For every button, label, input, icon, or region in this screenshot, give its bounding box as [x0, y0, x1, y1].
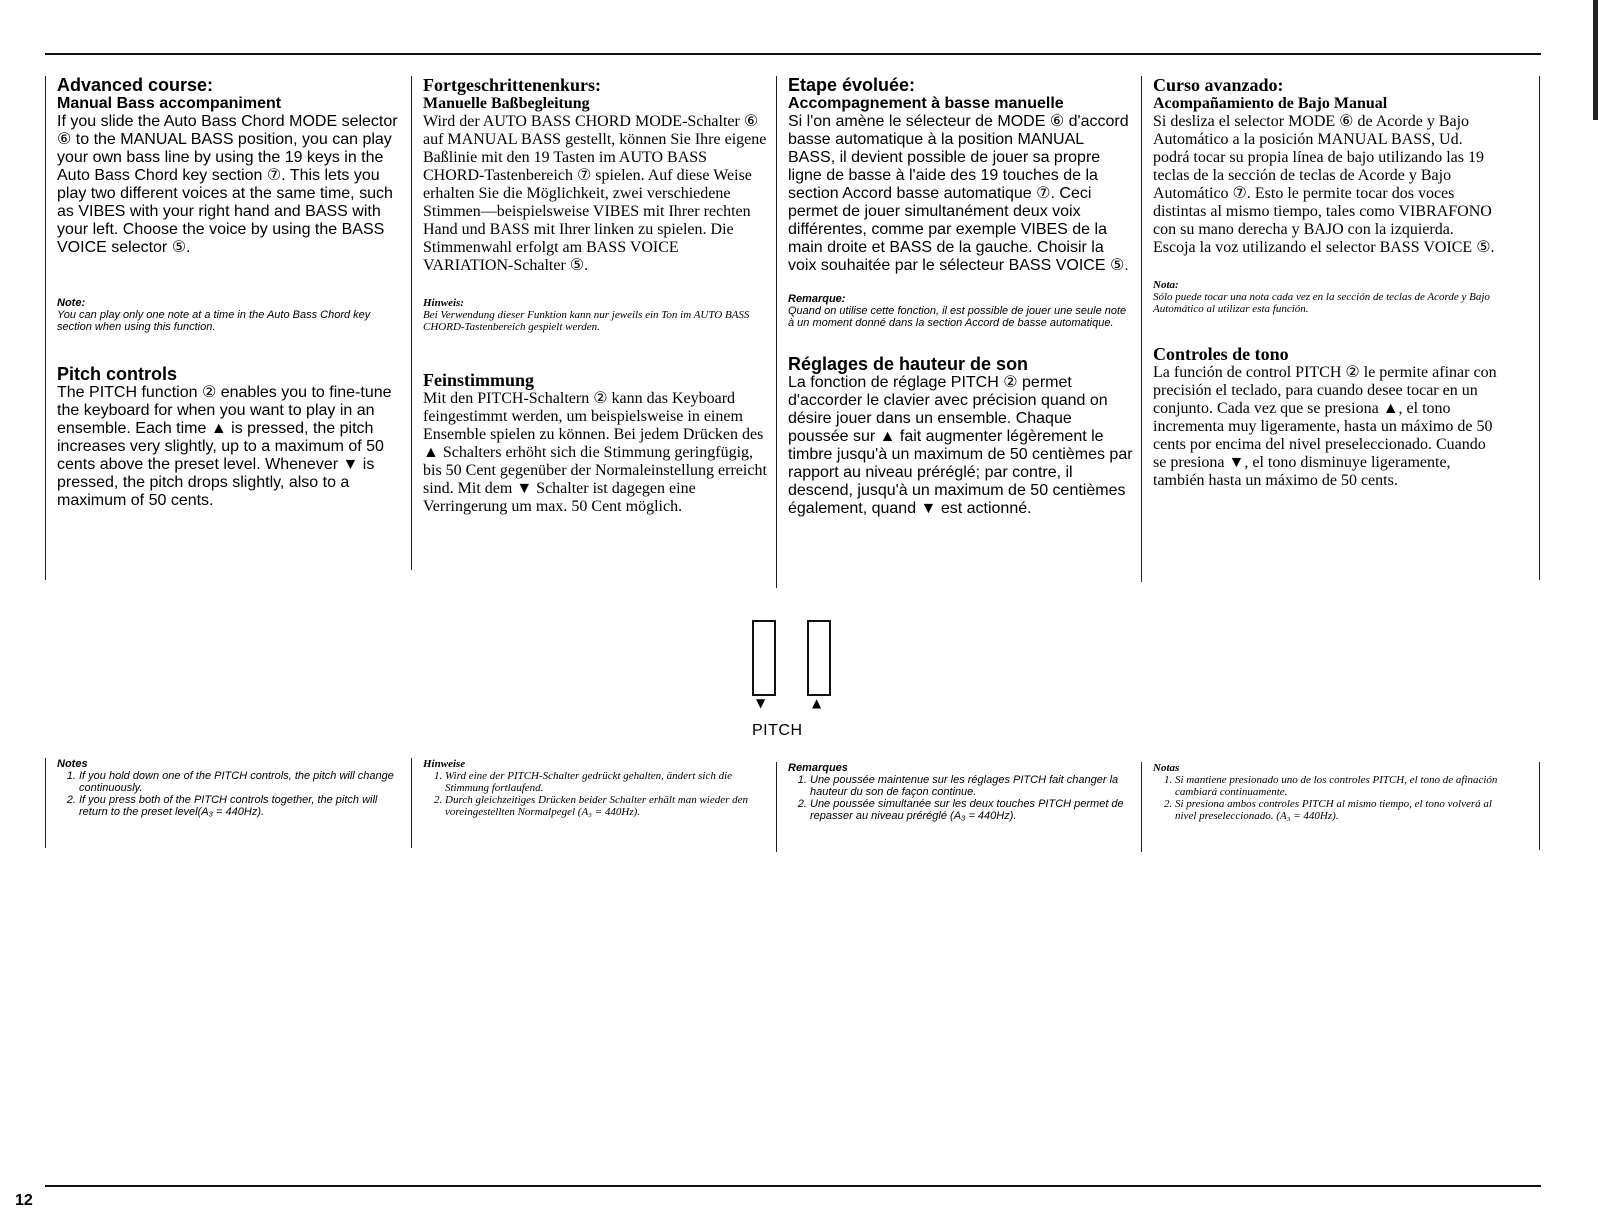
column-english: [57, 76, 403, 510]
bottom-rule: [45, 1185, 1541, 1187]
down-arrow-icon: ▼: [756, 696, 766, 710]
pitch-figure-label: PITCH: [752, 722, 803, 739]
notes-item: 1. Si mantiene presionado uno de los controles PITCH, el tono de afinación cambiará continuamente.: [1175, 774, 1499, 798]
notes-item: 2. Si presiona ambos controles PITCH al mismo tiempo, el tono volverá al nivel preseleccionado. (A₃ = 440Hz).: [1175, 798, 1499, 822]
notes-spanish: [1153, 762, 1499, 822]
note-title: Remarque:: [788, 293, 846, 305]
notes-divider: [411, 758, 412, 848]
notes-title: Hinweise: [423, 758, 466, 770]
page-number: 12: [15, 1192, 33, 1209]
section-subtitle: Accompagnement à basse manuelle: [788, 95, 1064, 112]
pitch-up-key: [807, 620, 831, 696]
up-arrow-icon: ▲: [812, 696, 822, 710]
notes-title: Remarques: [788, 762, 848, 774]
note-text: You can play only one note at a time in the Auto Bass Chord key section when using this function.: [57, 309, 371, 333]
note-title: Nota:: [1153, 279, 1179, 291]
notes-title: Notas: [1153, 762, 1180, 774]
pitch-section-body: La fonction de réglage PITCH ② permet d'accorder le clavier avec précision quand on désire jouer dans un ensemble. Chaque poussée sur ▲ fait augmenter légèrement le timbre jusqu'à un maximum de 50 centièmes par rapport au niveau préréglé; par contre, il descend, jusqu'à un maximum de 50 centièmes également, quand ▼ est actionné.: [788, 374, 1133, 517]
column-german: [423, 76, 769, 516]
notes-item: 2. Une poussée simultanée sur les deux touches PITCH permet de repasser au niveau préréglé (A₃ = 440Hz).: [810, 798, 1134, 822]
pitch-section-title: Réglages de hauteur de son: [788, 354, 1029, 374]
section-body: Si desliza el selector MODE ⑥ de Acorde y Bajo Automático a la posición MANUAL BASS, Ud. podrá tocar su propia línea de bajo utilizando las 19 teclas de la sección de teclas de Acorde y Bajo Automático ⑦. Esto le permite tocar dos voces distintas al mismo tiempo, tales como VIBRAFONO con su mano derecha y BAJO con la izquierda. Escoja la voz utilizando el selector BASS VOICE ⑤.: [1153, 113, 1495, 256]
section-subtitle: Manuelle Baßbegleitung: [423, 95, 590, 112]
notes-item: 2. Durch gleichzeitiges Drücken beider Schalter erhält man wieder den voreingestellten Normalpegel (A₃ = 440Hz).: [445, 794, 769, 818]
top-rule: [45, 53, 1541, 55]
section-subtitle: Acompañamiento de Bajo Manual: [1153, 95, 1388, 112]
note-text: Sólo puede tocar una nota cada vez en la sección de teclas de Acorde y Bajo Automático al utilizar esta función.: [1153, 291, 1490, 315]
section-body: Wird der AUTO BASS CHORD MODE-Schalter ⑥ auf MANUAL BASS gestellt, können Sie Ihre eigene Baßlinie mit den 19 Tasten im AUTO BASS CHORD-Tastenbereich ⑦ spielen. Auf diese Weise erhalten Sie die Möglichkeit, zwei verschiedene Stimmen—beispielsweise VIBES mit Ihrer rechten Hand und BASS mit Ihrer linken zu spielen. Die Stimmenwahl erfolgt am BASS VOICE VARIATION-Schalter ⑤.: [423, 113, 767, 274]
section-body: Si l'on amène le sélecteur de MODE ⑥ d'accord basse automatique à la position MANUAL BASS, il devient possible de jouer sa propre ligne de basse à l'aide des 19 touches de la section Accord basse automatique ⑦. Ceci permet de jouer simultanément deux voix différentes, comme par exemple VIBES de la main droite et BASS de la gauche. Choisir la voix souhaitée par le sélecteur BASS VOICE ⑤.: [788, 113, 1129, 274]
pitch-section-body: The PITCH function ② enables you to fine-tune the keyboard for when you want to play in an ensemble. Each time ▲ is pressed, the pitch increases very slightly, up to a maximum of 50 cents above the preset level. Whenever ▼ is pressed, the pitch drops slightly, also to a maximum of 50 cents.: [57, 384, 392, 509]
note-title: Note:: [57, 297, 86, 309]
notes-item: 2. If you press both of the PITCH controls together, the pitch will return to the preset level(A₃ = 440Hz).: [79, 794, 403, 818]
notes-divider: [1141, 762, 1142, 852]
section-title: Curso avanzado:: [1153, 75, 1284, 95]
column-french: [788, 76, 1134, 518]
column-divider: [1141, 76, 1142, 582]
section-title: Advanced course:: [57, 75, 214, 95]
pitch-section-title: Pitch controls: [57, 364, 178, 384]
notes-title: Notes: [57, 758, 88, 770]
notes-item: 1. Wird eine der PITCH-Schalter gedrückt gehalten, ändert sich die Stimmung fortlaufend.: [445, 770, 769, 794]
note-title: Hinweis:: [423, 297, 464, 309]
pitch-section-body: Mit den PITCH-Schaltern ② kann das Keyboard feingestimmt werden, um beispielsweise in einem Ensemble spielen zu können. Bei jedem Drücken des ▲ Schalters erhöht sich die Stimmung geringfügig, bis 50 Cent gegenüber der Normaleinstellung erreicht sind. Mit dem ▼ Schalter ist dagegen eine Verringerung um max. 50 Cent möglich.: [423, 390, 767, 515]
notes-french: [788, 762, 1134, 822]
column-divider: [776, 76, 777, 588]
notes-english: [57, 758, 403, 818]
page-edge-mark: [1593, 0, 1598, 120]
notes-divider: [45, 758, 46, 848]
section-subtitle: Manual Bass accompaniment: [57, 95, 282, 112]
pitch-section-title: Feinstimmung: [423, 370, 535, 390]
note-text: Quand on utilise cette fonction, il est possible de jouer une seule note à un moment donné dans la section Accord de basse automatique.: [788, 305, 1127, 329]
column-divider-right: [1539, 76, 1540, 580]
section-title: Etape évoluée:: [788, 75, 916, 95]
section-body: If you slide the Auto Bass Chord MODE selector ⑥ to the MANUAL BASS position, you can play your own bass line by using the 19 keys in the Auto Bass Chord key section ⑦. This lets you play two different voices at the same time, such as VIBES with your right hand and BASS with your left. Choose the voice by using the BASS VOICE selector ⑤.: [57, 113, 398, 256]
section-title: Fortgeschrittenenkurs:: [423, 75, 601, 95]
note-text: Bei Verwendung dieser Funktion kann nur jeweils ein Ton im AUTO BASS CHORD-Tastenbereich gespielt werden.: [423, 309, 750, 333]
notes-item: 1. If you hold down one of the PITCH controls, the pitch will change continuously.: [79, 770, 403, 794]
notes-divider-right: [1539, 762, 1540, 850]
column-divider: [411, 76, 412, 570]
column-divider: [45, 76, 46, 580]
pitch-section-title: Controles de tono: [1153, 344, 1289, 364]
notes-divider: [776, 762, 777, 852]
pitch-section-body: La función de control PITCH ② le permite afinar con precisión el teclado, para cuando desee tocar en un conjunto. Cada vez que se presiona ▲, el tono incrementa muy ligeramente, hasta un máximo de 50 cents por encima del nivel preseleccionado. Cuando se presiona ▼, el tono disminuye ligeramente, también hasta un máximo de 50 cents.: [1153, 364, 1497, 489]
notes-german: [423, 758, 769, 818]
pitch-down-key: [752, 620, 776, 696]
column-spanish: [1153, 76, 1499, 490]
notes-item: 1. Une poussée maintenue sur les réglages PITCH fait changer la hauteur du son de façon continue.: [810, 774, 1134, 798]
